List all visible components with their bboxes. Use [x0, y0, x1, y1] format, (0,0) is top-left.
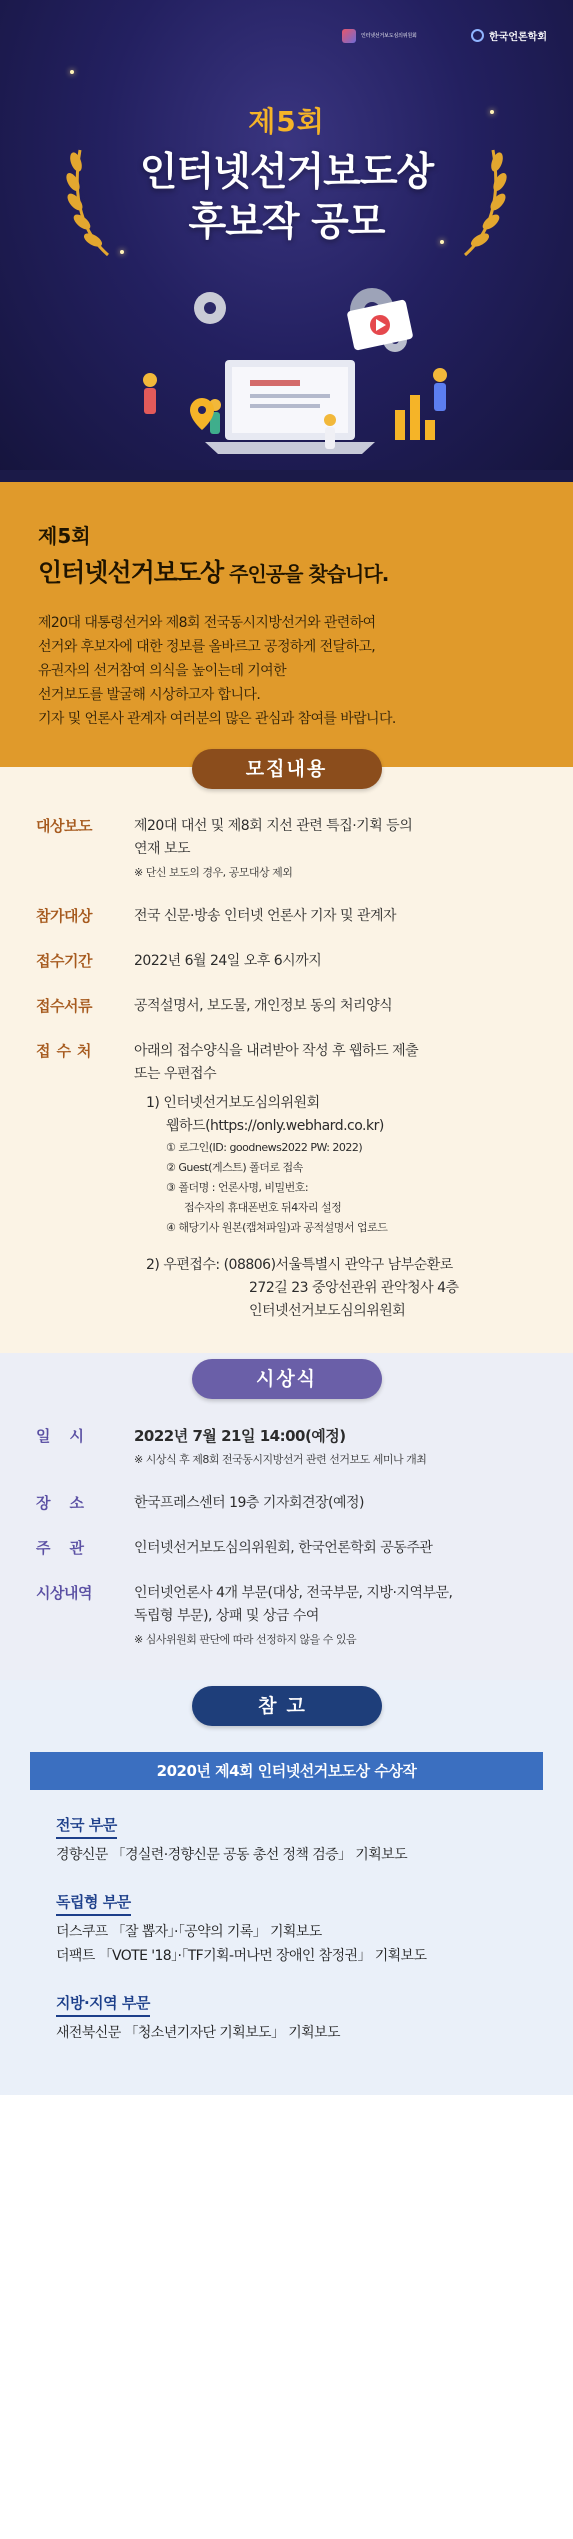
intro-edition: 제5회 [38, 524, 91, 548]
target-value [134, 815, 537, 883]
docs-label: 접수서류 [36, 997, 92, 1015]
place-value [134, 1040, 537, 1323]
venue-row [36, 1492, 537, 1515]
venue-value: 한국프레스센터 19층 기자회견장(예정) [134, 1495, 364, 1511]
hero-title-line1: 인터넷선거보도상 [139, 150, 434, 195]
date-label: 일시 [36, 1427, 103, 1445]
hero-edition: 제5회 [248, 105, 325, 138]
logo-org1-text: 인터넷선거보도심의위원회 [361, 32, 417, 39]
webhard-step: ④ 해당기사 원본(캡쳐파일)과 공적설명서 업로드 [166, 1221, 388, 1234]
intro-headline-main: 인터넷선거보도상 [38, 558, 224, 587]
target-note: ※ 단신 보도의 경우, 공모대상 제외 [134, 866, 293, 879]
kacs-logo-icon [471, 29, 484, 42]
target-line: 연재 보도 [134, 841, 191, 857]
detail-label: 시상내역 [36, 1584, 92, 1602]
docs-value: 공적설명서, 보도물, 개인정보 동의 처리양식 [134, 998, 393, 1014]
detail-line: 독립형 부문), 상패 및 상금 수여 [134, 1608, 319, 1624]
detail-note: ※ 심사위원회 판단에 따라 선정하지 않을 수 있음 [134, 1633, 357, 1646]
logo-kacs [471, 28, 547, 43]
mail-line: 272길 23 중앙선관위 관악청사 4층 [249, 1280, 459, 1296]
date-note: ※ 시상식 후 제8회 전국동시지방선거 관련 선거보도 세미나 개최 [134, 1453, 427, 1466]
webhard-url-link[interactable]: 웹하드(https://only.webhard.co.kr) [166, 1118, 384, 1134]
reference-category: 지방·지역 부문 [56, 1992, 150, 2017]
place-line: 아래의 접수양식을 내려받아 작성 후 웹하드 제출 [134, 1043, 419, 1059]
date-text: 2022년 7월 21일 14:00(예정) [134, 1427, 346, 1445]
webhard-step: ③ 폴더명 : 언론사명, 비밀번호: [166, 1181, 309, 1194]
period-label: 접수기간 [36, 952, 92, 970]
docs-row [36, 995, 537, 1018]
mail-line: 인터넷선거보도심의위원회 [249, 1303, 406, 1319]
reference-group-regional [56, 1992, 517, 2045]
hero-title [0, 148, 573, 248]
reference-category: 독립형 부문 [56, 1891, 131, 1916]
recruit-title-pill: 모집내용 [192, 749, 382, 789]
webhard-title: 1) 인터넷선거보도심의위원회 [146, 1095, 320, 1111]
place-line: 또는 우편접수 [134, 1066, 217, 1082]
award-rows [0, 1425, 573, 1650]
hero-banner [0, 0, 573, 482]
intro-line: 제20대 대통령선거와 제8회 전국동시지방선거와 관련하여 [38, 615, 376, 631]
detail-row [36, 1582, 537, 1650]
intro-line: 선거보도를 발굴해 시상하고자 합니다. [38, 687, 261, 703]
host-row [36, 1537, 537, 1560]
hero-illustration [0, 270, 573, 482]
mail-block [146, 1254, 537, 1323]
intro-headline [38, 553, 535, 589]
host-label: 주관 [36, 1539, 103, 1557]
intro-line: 선거와 후보자에 대한 정보를 올바르고 공정하게 전달하고, [38, 639, 376, 655]
award-title-pill: 시상식 [192, 1359, 382, 1399]
place-row [36, 1040, 537, 1323]
reference-title-pill: 참고 [192, 1686, 382, 1726]
venue-label: 장소 [36, 1494, 103, 1512]
mail-line: 2) 우편접수: (08806)서울특별시 관악구 남부순환로 [146, 1257, 453, 1273]
reference-group-independent [56, 1891, 517, 1968]
laptop-icon [205, 360, 375, 454]
webhard-step-detail: 접수자의 휴대폰번호 뒤4자리 설정 [184, 1201, 342, 1214]
host-value: 인터넷선거보도심의위원회, 한국언론학회 공동주관 [134, 1540, 433, 1556]
period-row [36, 950, 537, 973]
target-label: 대상보도 [36, 817, 92, 835]
webhard-block [146, 1092, 537, 1323]
intro-paragraph [38, 611, 535, 731]
participant-value: 전국 신문·방송 인터넷 언론사 기자 및 관계자 [134, 908, 397, 924]
bar-chart-icon [395, 395, 435, 440]
sparkle-icon [120, 250, 124, 254]
target-row [36, 815, 537, 883]
detail-line: 인터넷언론사 4개 부문(대상, 전국부문, 지방·지역부문, [134, 1585, 453, 1601]
reference-category: 전국 부문 [56, 1814, 117, 1839]
sparkle-icon [70, 70, 74, 74]
reference-item: 새전북신문 「청소년기자단 기획보도」 기획보도 [56, 2025, 340, 2041]
intro-line: 기자 및 언론사 관계자 여러분의 많은 관심과 참여를 바랍니다. [38, 711, 396, 727]
recruit-rows [0, 815, 573, 1323]
committee-logo-icon [342, 29, 356, 43]
hero-title-line2: 후보작 공모 [188, 200, 385, 245]
participant-label: 참가대상 [36, 907, 92, 925]
detail-value [134, 1582, 537, 1650]
reference-item: 더스쿠프 「잘 뽑자」·「공약의 기록」 기획보도 [56, 1924, 322, 1940]
intro-section [0, 482, 573, 767]
reference-item: 경향신문 「경실련·경향신문 공동 총선 정책 검증」 기획보도 [56, 1847, 408, 1863]
date-row [36, 1425, 537, 1470]
date-value [134, 1425, 537, 1470]
award-section [0, 1353, 573, 1680]
recruit-section [0, 758, 573, 1353]
intro-line: 유권자의 선거참여 의식을 높이는데 기여한 [38, 663, 287, 679]
place-label: 접수처 [36, 1042, 98, 1060]
gear-icon [194, 292, 226, 324]
reference-item: 더팩트 「VOTE '18」·「TF기획-머나먼 장애인 참정권」 기획보도 [56, 1948, 427, 1964]
intro-headline-sub: 주인공을 찾습니다. [223, 562, 389, 586]
reference-section [0, 1680, 573, 2095]
logo-org2-text: 한국언론학회 [489, 32, 547, 43]
hero-logos [342, 28, 547, 43]
target-line: 제20대 대선 및 제8회 지선 관련 특집·기획 등의 [134, 818, 413, 834]
webhard-step: ② Guest(게스트) 폴더로 접속 [166, 1161, 303, 1174]
webhard-step: ① 로그인(ID: goodnews2022 PW: 2022) [166, 1141, 363, 1154]
period-value: 2022년 6월 24일 오후 6시까지 [134, 953, 322, 969]
logo-election-committee [342, 29, 457, 43]
reference-banner: 2020년 제4회 인터넷선거보도상 수상작 [30, 1752, 543, 1790]
participant-row [36, 905, 537, 928]
reference-group-national [56, 1814, 517, 1867]
